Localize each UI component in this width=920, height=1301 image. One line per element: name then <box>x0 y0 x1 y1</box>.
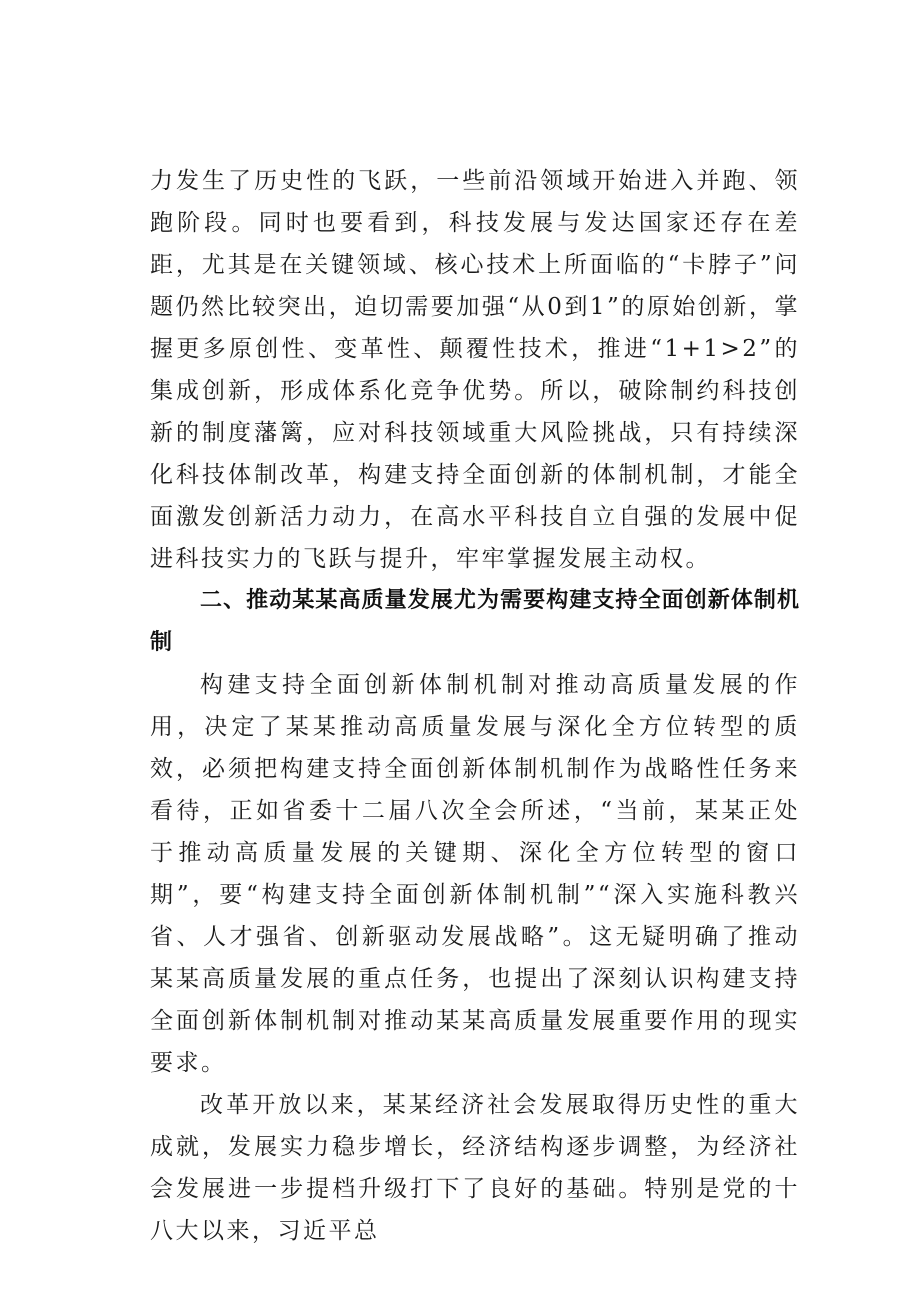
document-body <box>150 160 800 1252</box>
paragraph-body: 构建支持全面创新体制机制对推动高质量发展的作用，决定了某某推动高质量发展与深化全方位转型的质效，必须把构建支持全面创新体制机制作为战略性任务来看待，正如省委十二届八次全会所述，“当前，某某正处于推动高质量发展的关键期、深化全方位转型的窗口期”，要“构建支持全面创新体制机制”“深入实施科教兴省、人才强省、创新驱动发展战略”。这无疑明确了推动某某高质量发展的重点任务，也提出了深刻认识构建支持全面创新体制机制对推动某某高质量发展重要作用的现实要求。 <box>150 672 800 1076</box>
paragraph-continuation: 力发生了历史性的飞跃，一些前沿领域开始进入并跑、领跑阶段。同时也要看到，科技发展与发达国家还存在差距，尤其是在关键领域、核心技术上所面临的“卡脖子”问题仍然比较突出，迫切需要加强“从0到1”的原始创新，掌握更多原创性、变革性、颠覆性技术，推进“1+1>2”的集成创新，形成体系化竞争优势。所以，破除制约科技创新的制度藩篱，应对科技领域重大风险挑战，只有持续深化科技体制改革，构建支持全面创新的体制机制，才能全面激发创新活力动力，在高水平科技自立自强的发展中促进科技实力的飞跃与提升，牢牢掌握发展主动权。 <box>150 168 800 572</box>
paragraph-body: 改革开放以来，某某经济社会发展取得历史性的重大成就，发展实力稳步增长，经济结构逐步调整，为经济社会发展进一步提档升级打下了良好的基础。特别是党的十八大以来，习近平总 <box>150 1092 800 1244</box>
section-heading: 二、推动某某高质量发展尤为需要构建支持全面创新体制机制 <box>150 588 800 655</box>
